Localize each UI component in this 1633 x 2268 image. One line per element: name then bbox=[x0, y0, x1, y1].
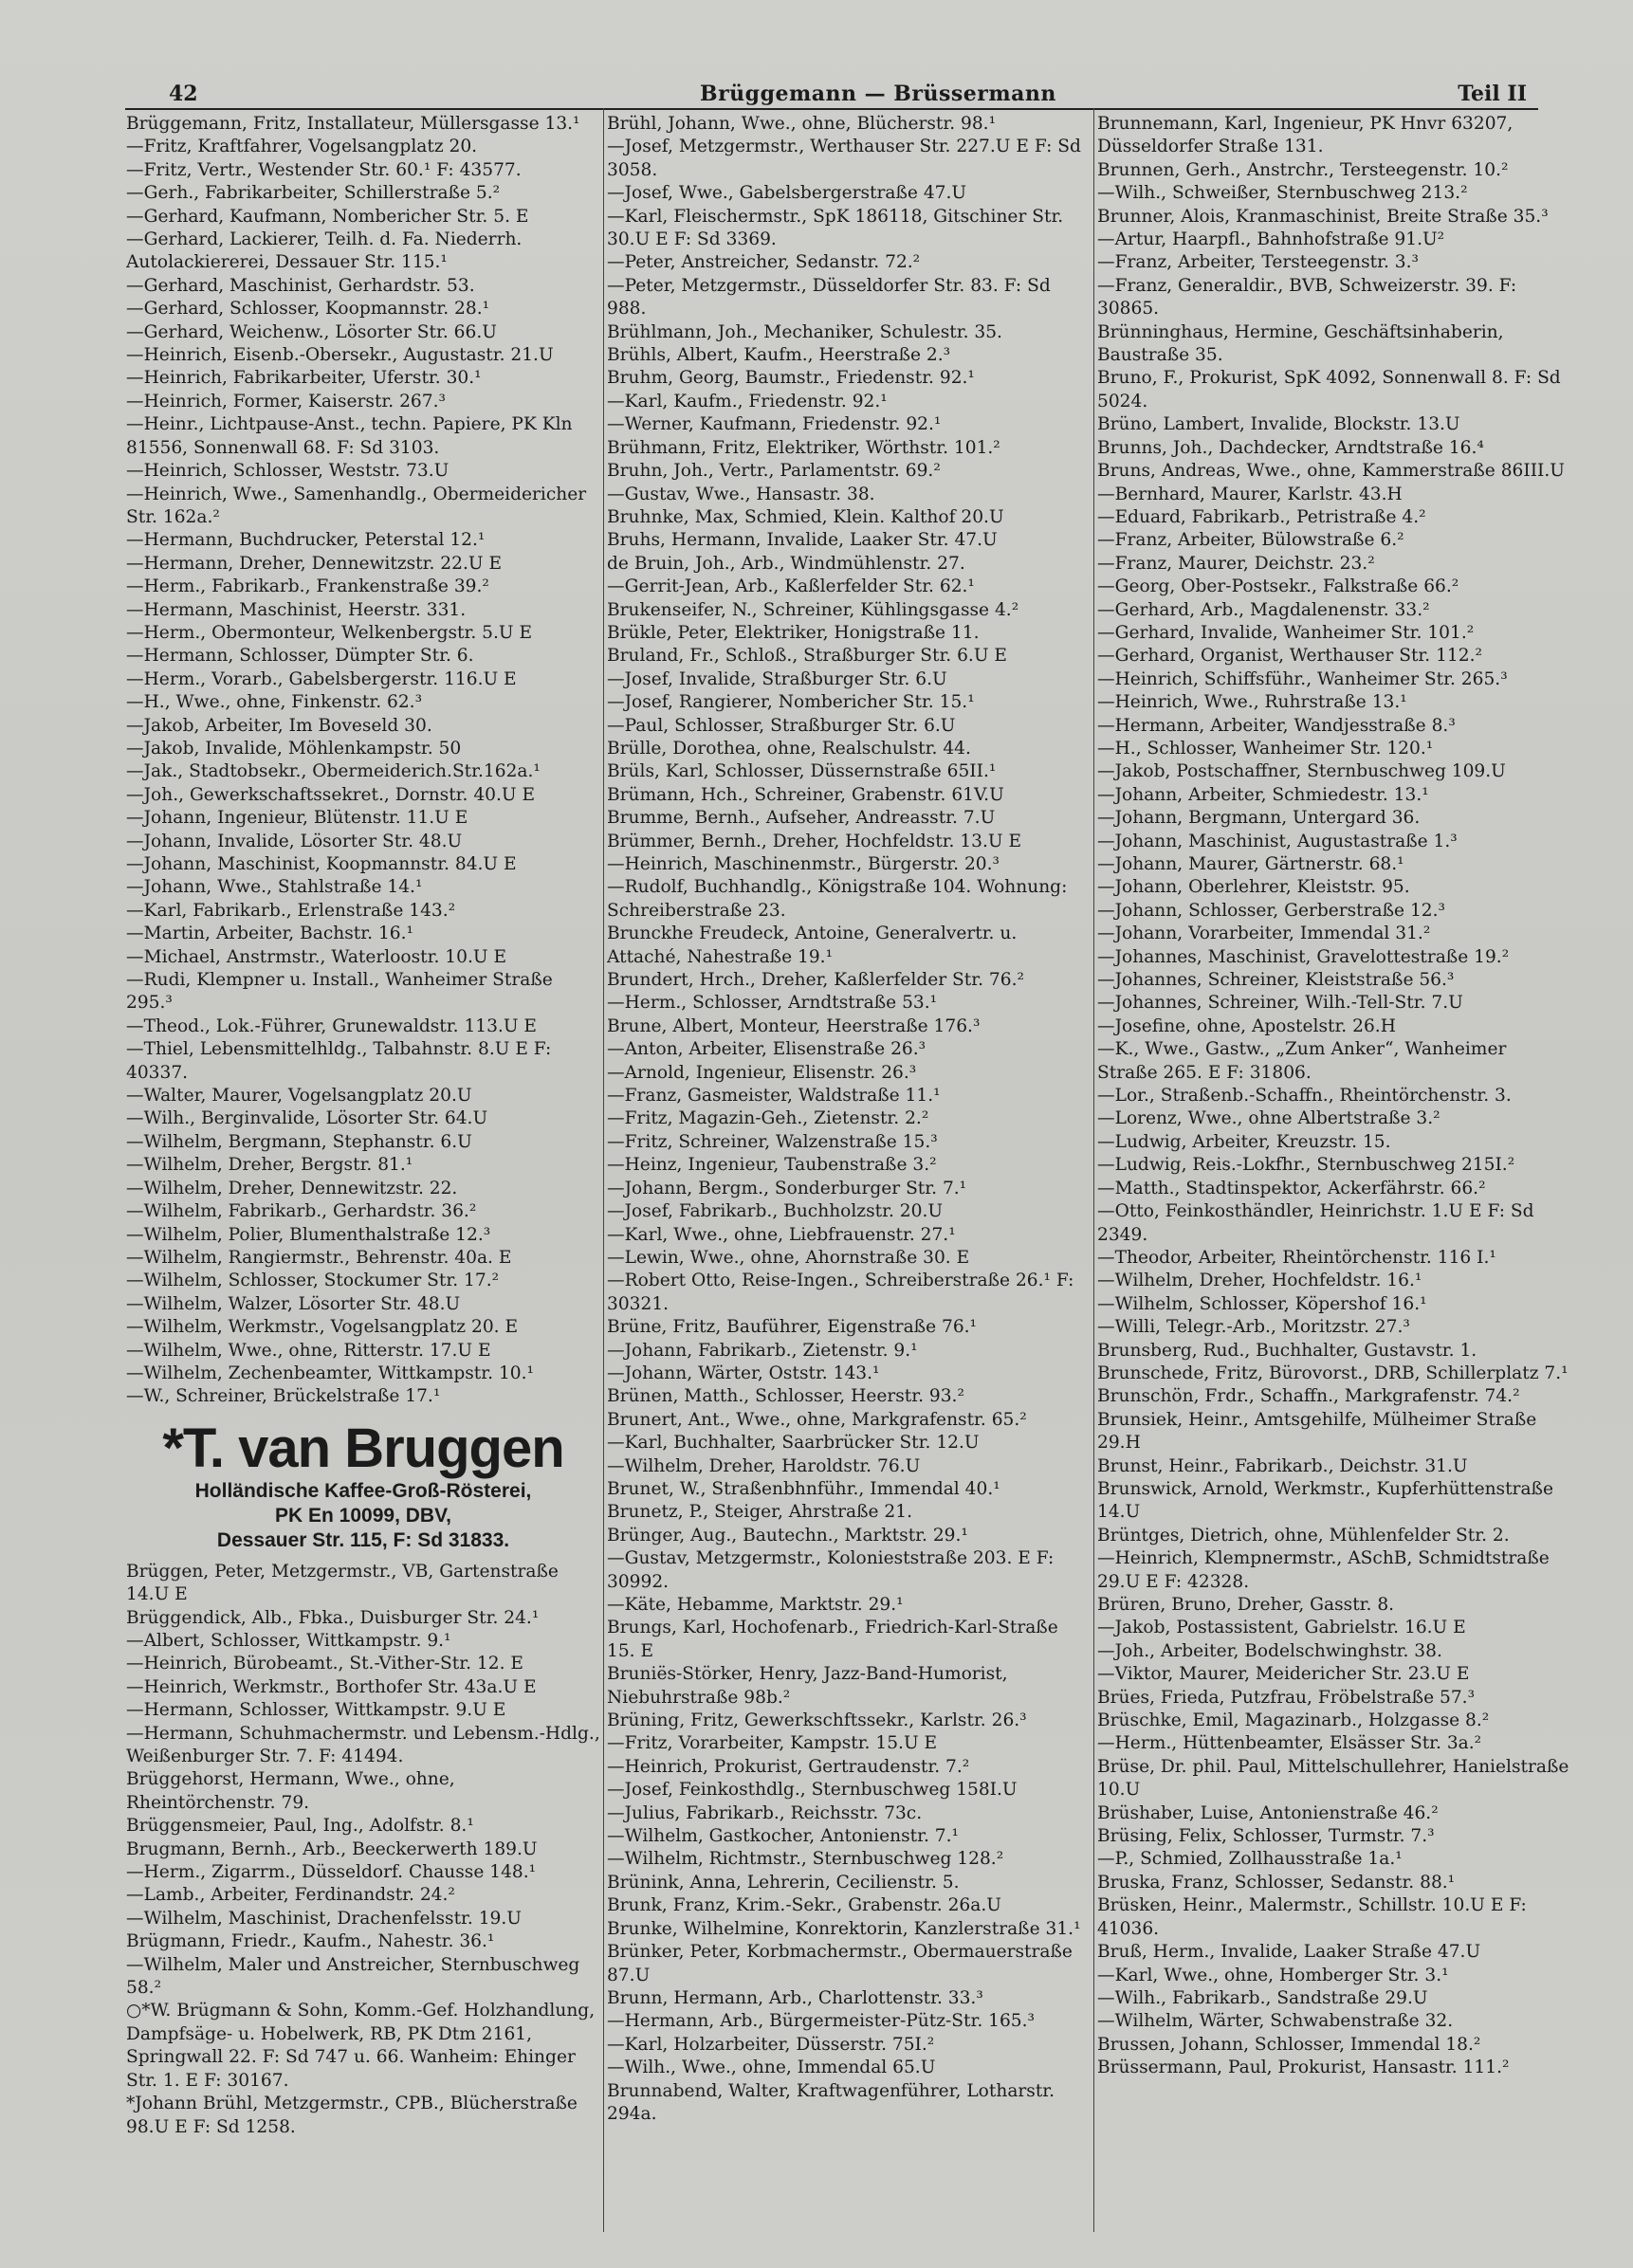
directory-entry: Brünger, Aug., Bautechn., Marktstr. 29.¹ bbox=[607, 1525, 968, 1546]
directory-entry: Bruhm, Georg, Baumstr., Friedenstr. 92.¹ bbox=[607, 368, 975, 389]
directory-entry: —Wilhelm, Schlosser, Stockumer Str. 17.² bbox=[126, 1271, 500, 1291]
directory-entry: —Heinrich, Werkmstr., Borthofer Str. 43a.U E bbox=[126, 1676, 537, 1697]
directory-entry: —Eduard, Fabrikarb., Petristraße 4.² bbox=[1097, 506, 1426, 527]
directory-entry: —Franz, Maurer, Deichstr. 23.² bbox=[1097, 553, 1375, 574]
directory-entry: —Fritz, Kraftfahrer, Vogelsangplatz 20. bbox=[126, 137, 478, 157]
directory-entry: *Johann Brühl, Metzgermstr., CPB., Blücherstraße 98.U E F: Sd 1258. bbox=[126, 2094, 578, 2137]
directory-entry: —Gerrit-Jean, Arb., Kaßlerfelder Str. 62.¹ bbox=[607, 576, 975, 597]
directory-entry: —Karl, Wwe., ohne, Homberger Str. 3.¹ bbox=[1097, 1965, 1449, 1985]
directory-entry: —Josef, Fabrikarb., Buchholzstr. 20.U bbox=[607, 1201, 944, 1222]
directory-entry: Brümann, Hch., Schreiner, Grabenstr. 61V.U bbox=[607, 784, 1004, 805]
directory-entry: —Jakob, Postschaffner, Sternbuschweg 109.U bbox=[1097, 761, 1506, 782]
directory-entry: Brüggehorst, Hermann, Wwe., ohne, Rheintörchenstr. 79. bbox=[126, 1769, 455, 1813]
directory-entry: —Martin, Arbeiter, Bachstr. 16.¹ bbox=[126, 924, 413, 944]
directory-entry: Brühmann, Fritz, Elektriker, Wörthstr. 101.² bbox=[607, 437, 1000, 458]
directory-entry: —Walter, Maurer, Vogelsangplatz 20.U bbox=[126, 1086, 472, 1107]
directory-entry: Bruhnke, Max, Schmied, Klein. Kalthof 20.U bbox=[607, 506, 1004, 527]
directory-entry: —K., Wwe., Gastw., „Zum Anker“, Wanheimer Straße 265. E F: 31806. bbox=[1097, 1039, 1507, 1083]
directory-entry: Brüsing, Felix, Schlosser, Turmstr. 7.³ bbox=[1097, 1826, 1435, 1847]
directory-entry: —Johann, Fabrikarb., Zietenstr. 9.¹ bbox=[607, 1340, 918, 1361]
directory-entry: —Josefine, ohne, Apostelstr. 26.H bbox=[1097, 1015, 1396, 1036]
directory-entry: —Julius, Fabrikarb., Reichsstr. 73c. bbox=[607, 1802, 923, 1823]
directory-entry: —Hermann, Arb., Bürgermeister-Pütz-Str. 165.³ bbox=[607, 2011, 1035, 2032]
directory-entry: —Wilh., Berginvalide, Lösorter Str. 64.U bbox=[126, 1108, 488, 1129]
directory-entry: —Heinrich, Eisenb.-Obersekr., Augustastr. 21.U bbox=[126, 345, 554, 366]
directory-entry: —Rudi, Klempner u. Install., Wanheimer Straße 295.³ bbox=[126, 970, 553, 1014]
directory-entry: —Jakob, Arbeiter, Im Boveseld 30. bbox=[126, 715, 432, 736]
directory-entry: —Jakob, Postassistent, Gabrielstr. 16.U E bbox=[1097, 1618, 1466, 1638]
directory-entry: Brüggemann, Fritz, Installateur, Müllersgasse 13.¹ bbox=[126, 114, 580, 134]
directory-entry: —Robert Otto, Reise-Ingen., Schreiberstraße 26.¹ F: 30321. bbox=[607, 1271, 1074, 1314]
directory-entry: —Heinrich, Fabrikarbeiter, Uferstr. 30.¹ bbox=[126, 368, 482, 389]
directory-entry: Brüsken, Heinr., Malermstr., Schillstr. 10.U E F: 41036. bbox=[1097, 1895, 1527, 1939]
directory-entry: —Fritz, Magazin-Geh., Zietenstr. 2.² bbox=[607, 1108, 929, 1129]
directory-entry: Brukenseifer, N., Schreiner, Kühlingsgasse 4.² bbox=[607, 599, 1019, 620]
directory-entry: —Johann, Maurer, Gärtnerstr. 68.¹ bbox=[1097, 854, 1404, 874]
directory-entry: —Karl, Fabrikarb., Erlenstraße 143.² bbox=[126, 900, 456, 921]
directory-entry: —Rudolf, Buchhandlg., Königstraße 104. Wohnung: Schreiberstraße 23. bbox=[607, 877, 1068, 921]
directory-entry: —Otto, Feinkosthändler, Heinrichstr. 1.U E F: Sd 2349. bbox=[1097, 1201, 1534, 1245]
directory-entry: —Wilhelm, Dreher, Haroldstr. 76.U bbox=[607, 1455, 921, 1476]
directory-entry: —Theod., Lok.-Führer, Grunewaldstr. 113.U E bbox=[126, 1015, 537, 1036]
directory-entry: Brunnen, Gerh., Anstrchr., Tersteegenstr. 10.² bbox=[1097, 159, 1509, 180]
directory-entry: Brüning, Fritz, Gewerkschftssekr., Karlstr. 26.³ bbox=[607, 1710, 1027, 1731]
directory-entry: —Johann, Invalide, Lösorter Str. 48.U bbox=[126, 831, 463, 851]
directory-entry: Bruska, Franz, Schlosser, Sedanstr. 88.¹ bbox=[1097, 1872, 1456, 1893]
directory-entry: —Heinz, Ingenieur, Taubenstraße 3.² bbox=[607, 1155, 937, 1176]
directory-entry: —Franz, Arbeiter, Bülowstraße 6.² bbox=[1097, 530, 1404, 551]
directory-entry: —Fritz, Vorarbeiter, Kampstr. 15.U E bbox=[607, 1733, 938, 1754]
directory-entry: —Viktor, Maurer, Meidericher Str. 23.U E bbox=[1097, 1664, 1470, 1685]
directory-entry: Brühls, Albert, Kaufm., Heerstraße 2.³ bbox=[607, 345, 951, 366]
entries-block-1 bbox=[126, 113, 600, 1409]
directory-entry: —Heinrich, Schiffsführ., Wanheimer Str. 265.³ bbox=[1097, 668, 1508, 689]
directory-entry: —Hermann, Schlosser, Wittkampstr. 9.U E bbox=[126, 1700, 506, 1721]
directory-entry: —H., Wwe., ohne, Finkenstr. 62.³ bbox=[126, 692, 423, 713]
directory-entry: —Peter, Anstreicher, Sedanstr. 72.² bbox=[607, 252, 921, 273]
directory-entry: —Gerhard, Lackierer, Teilh. d. Fa. Niederrh. Autolackiererei, Dessauer Str. 115.¹ bbox=[126, 229, 523, 273]
page-header bbox=[169, 74, 1527, 108]
directory-entry: Bruniës-Störker, Henry, Jazz-Band-Humorist, Niebuhrstraße 98b.² bbox=[607, 1664, 1008, 1708]
directory-entry: Bruhs, Hermann, Invalide, Laaker Str. 47.U bbox=[607, 530, 998, 551]
directory-entry: Brünink, Anna, Lehrerin, Cecilienstr. 5. bbox=[607, 1872, 960, 1893]
directory-entry: —Anton, Arbeiter, Elisenstraße 26.³ bbox=[607, 1039, 927, 1060]
directory-entry: —Johannes, Maschinist, Gravelottestraße 19.² bbox=[1097, 946, 1510, 967]
directory-entry: —Johann, Oberlehrer, Kleiststr. 95. bbox=[1097, 877, 1410, 898]
directory-entry: —Johann, Maschinist, Koopmannstr. 84.U E bbox=[126, 854, 517, 874]
directory-entry: Brüshaber, Luise, Antonienstraße 46.² bbox=[1097, 1802, 1439, 1823]
directory-entry: Brugmann, Bernh., Arb., Beeckerwerth 189.U bbox=[126, 1838, 538, 1859]
directory-entry: —Franz, Generaldir., BVB, Schweizerstr. 39. F: 30865. bbox=[1097, 275, 1517, 320]
directory-entry: —Hermann, Schuhmachermstr. und Lebensm.-Hdlg., Weißenburger Str. 7. F: 41494. bbox=[126, 1723, 600, 1766]
directory-entry: Brüne, Fritz, Bauführer, Eigenstraße 76.¹ bbox=[607, 1317, 978, 1338]
directory-entry: —Wilhelm, Maler und Anstreicher, Sternbuschweg 58.² bbox=[126, 1954, 580, 1999]
directory-entry: —Peter, Metzgermstr., Düsseldorfer Str. 83. F: Sd 988. bbox=[607, 275, 1051, 320]
directory-entry: —Josef, Feinkosthdlg., Sternbuschweg 158I.U bbox=[607, 1780, 1018, 1801]
column-3 bbox=[1097, 113, 1571, 2237]
directory-entry: Bruns, Andreas, Wwe., ohne, Kammerstraße 86III.U bbox=[1097, 461, 1565, 482]
directory-entry: —Hermann, Schlosser, Dümpter Str. 6. bbox=[126, 646, 474, 667]
directory-entry: —Karl, Buchhalter, Saarbrücker Str. 12.U bbox=[607, 1433, 980, 1454]
directory-entry: —Lor., Straßenb.-Schaffn., Rheintörchenstr. 3. bbox=[1097, 1086, 1512, 1107]
directory-entry: Brüno, Lambert, Invalide, Blockstr. 13.U bbox=[1097, 414, 1460, 435]
directory-entry: Brunschede, Fritz, Bürovorst., DRB, Schillerplatz 7.¹ bbox=[1097, 1363, 1569, 1383]
directory-entry: —Lamb., Arbeiter, Ferdinandstr. 24.² bbox=[126, 1885, 455, 1906]
directory-entry: —Wilhelm, Walzer, Lösorter Str. 48.U bbox=[126, 1293, 461, 1314]
directory-entry: Bruland, Fr., Schloß., Straßburger Str. 6.U E bbox=[607, 646, 1007, 667]
directory-entry: Brüschke, Emil, Magazinarb., Holzgasse 8.² bbox=[1097, 1710, 1490, 1731]
directory-entry: —Franz, Gasmeister, Waldstraße 11.¹ bbox=[607, 1086, 941, 1107]
column-divider bbox=[1093, 108, 1094, 2232]
directory-entry: —Jak., Stadtobsekr., Obermeiderich.Str.162a.¹ bbox=[126, 761, 541, 782]
page-title: Brüggemann — Brüssermann bbox=[700, 82, 1056, 106]
directory-entry: Brüggen, Peter, Metzgermstr., VB, Gartenstraße 14.U E bbox=[126, 1561, 559, 1605]
directory-entry: —Artur, Haarpfl., Bahnhofstraße 91.U² bbox=[1097, 229, 1445, 250]
directory-entry: Brunn, Hermann, Arb., Charlottenstr. 33.³ bbox=[607, 1987, 983, 2008]
directory-entry: —Johann, Vorarbeiter, Immendal 31.² bbox=[1097, 924, 1431, 944]
directory-entry: Brunns, Joh., Dachdecker, Arndtstraße 16.⁴ bbox=[1097, 437, 1484, 458]
directory-entry: —Herm., Hüttenbeamter, Elsässer Str. 3a.² bbox=[1097, 1733, 1482, 1754]
ad-brand: *T. van Bruggen bbox=[162, 1417, 564, 1479]
directory-entry: —Wilh., Schweißer, Sternbuschweg 213.² bbox=[1097, 183, 1468, 204]
directory-entry: —Gerhard, Weichenw., Lösorter Str. 66.U bbox=[126, 321, 497, 342]
directory-entry: Brümmer, Bernh., Dreher, Hochfeldstr. 13.U E bbox=[607, 831, 1022, 851]
directory-entry: —Wilhelm, Wärter, Schwabenstraße 32. bbox=[1097, 2011, 1454, 2032]
directory-entry: Brunsiek, Heinr., Amtsgehilfe, Mülheimer Straße 29.H bbox=[1097, 1409, 1537, 1454]
directory-entry: —Jakob, Invalide, Möhlenkampstr. 50 bbox=[126, 738, 462, 759]
directory-entry: Brüggensmeier, Paul, Ing., Adolfstr. 8.¹ bbox=[126, 1816, 474, 1837]
directory-entry: Bruhn, Joh., Vertr., Parlamentstr. 69.² bbox=[607, 461, 941, 482]
directory-entry: —Josef, Invalide, Straßburger Str. 6.U bbox=[607, 668, 947, 689]
directory-entry: —Johann, Ingenieur, Blütenstr. 11.U E bbox=[126, 808, 468, 829]
directory-entry: —Josef, Wwe., Gabelsbergerstraße 47.U bbox=[607, 183, 967, 204]
directory-entry: —Johann, Maschinist, Augustastraße 1.³ bbox=[1097, 831, 1458, 851]
directory-entry: —Johann, Wwe., Stahlstraße 14.¹ bbox=[126, 877, 423, 898]
directory-entry: Brunst, Heinr., Fabrikarb., Deichstr. 31.U bbox=[1097, 1455, 1468, 1476]
directory-entry: —Arnold, Ingenieur, Elisenstr. 26.³ bbox=[607, 1062, 917, 1083]
directory-entry: Brülle, Dorothea, ohne, Realschulstr. 44. bbox=[607, 738, 971, 759]
directory-entry: —Wilhelm, Dreher, Hochfeldstr. 16.¹ bbox=[1097, 1271, 1422, 1291]
directory-entry: Brünen, Matth., Schlosser, Heerstr. 93.² bbox=[607, 1386, 964, 1407]
directory-entry: Brundert, Hrch., Dreher, Kaßlerfelder Str. 76.² bbox=[607, 970, 1024, 991]
directory-entry: Brunk, Franz, Krim.-Sekr., Grabenstr. 26a.U bbox=[607, 1895, 1001, 1916]
directory-entry: Brunnemann, Karl, Ingenieur, PK Hnvr 63207, Düsseldorfer Straße 131. bbox=[1097, 114, 1514, 157]
directory-entry: Brüssermann, Paul, Prokurist, Hansastr. 111.² bbox=[1097, 2058, 1510, 2078]
directory-entry: —Heinr., Lichtpause-Anst., techn. Papiere, PK Kln 81556, Sonnenwall 68. F: Sd 3103. bbox=[126, 414, 573, 458]
directory-entry: —Wilhelm, Schlosser, Köpershof 16.¹ bbox=[1097, 1293, 1427, 1314]
directory-entry: —Hermann, Maschinist, Heerstr. 331. bbox=[126, 599, 467, 620]
directory-entry: —Wilhelm, Wwe., ohne, Ritterstr. 17.U E bbox=[126, 1340, 491, 1361]
directory-entry: Brunckhe Freudeck, Antoine, Generalvertr. u. Attaché, Nahestraße 19.¹ bbox=[607, 924, 1018, 967]
directory-entry: —Wilhelm, Rangiermstr., Behrenstr. 40a. E bbox=[126, 1247, 512, 1268]
directory-entry: —Wilhelm, Werkmstr., Vogelsangplatz 20. E bbox=[126, 1317, 519, 1338]
directory-entry: Brünker, Peter, Korbmachermstr., Obermauerstraße 87.U bbox=[607, 1942, 1073, 1985]
directory-entry: —Gerhard, Organist, Werthauser Str. 112.² bbox=[1097, 646, 1482, 667]
directory-entry: —P., Schmied, Zollhausstraße 1a.¹ bbox=[1097, 1849, 1403, 1870]
directory-entry: —Ludwig, Reis.-Lokfhr., Sternbuschweg 215I.² bbox=[1097, 1155, 1515, 1176]
directory-entry: —Matth., Stadtinspektor, Ackerfährstr. 66.² bbox=[1097, 1178, 1486, 1198]
directory-entry: de Bruin, Joh., Arb., Windmühlenstr. 27. bbox=[607, 553, 965, 574]
directory-entry: Brunert, Ant., Wwe., ohne, Markgrafenstr. 65.² bbox=[607, 1409, 1027, 1430]
directory-entry: —Michael, Anstrmstr., Waterloostr. 10.U E bbox=[126, 946, 507, 967]
directory-entry: —Heinrich, Bürobeamt., St.-Vither-Str. 12. E bbox=[126, 1654, 523, 1674]
directory-entry: Brunet, W., Straßenbhnführ., Immendal 40.¹ bbox=[607, 1478, 1000, 1499]
header-rule bbox=[125, 108, 1538, 110]
directory-entry: —Heinrich, Wwe., Samenhandlg., Obermeidericher Str. 162a.² bbox=[126, 484, 587, 527]
directory-entry: Brüse, Dr. phil. Paul, Mittelschullehrer, Hanielstraße 10.U bbox=[1097, 1756, 1569, 1801]
directory-entry: —Johannes, Schreiner, Kleiststraße 56.³ bbox=[1097, 970, 1455, 991]
directory-entry: Brünninghaus, Hermine, Geschäftsinhaberin, Baustraße 35. bbox=[1097, 321, 1504, 366]
directory-entry: —Herm., Schlosser, Arndtstraße 53.¹ bbox=[607, 993, 938, 1014]
directory-entry: —Hermann, Arbeiter, Wandjesstraße 8.³ bbox=[1097, 715, 1456, 736]
directory-entry: —Karl, Holzarbeiter, Düsserstr. 75I.² bbox=[607, 2034, 935, 2055]
directory-entry: Brunsberg, Rud., Buchhalter, Gustavstr. 1. bbox=[1097, 1340, 1477, 1361]
directory-entry: —Karl, Kaufm., Friedenstr. 92.¹ bbox=[607, 391, 888, 412]
directory-entry: —Johann, Schlosser, Gerberstraße 12.³ bbox=[1097, 900, 1445, 921]
directory-entry: —Johannes, Schreiner, Wilh.-Tell-Str. 7.U bbox=[1097, 993, 1463, 1014]
directory-entry: ○*W. Brügmann & Sohn, Komm.-Gef. Holzhandlung, Dampfsäge- u. Hobelwerk, RB, PK Dtm 2161, Springwall 22. F: Sd 747 u. 66. Wanheim: Ehinger Str. 1. E F: 30167. bbox=[126, 2001, 596, 2091]
directory-entry: —Lewin, Wwe., ohne, Ahornstraße 30. E bbox=[607, 1247, 970, 1268]
directory-entry: —Hermann, Dreher, Dennewitzstr. 22.U E bbox=[126, 553, 503, 574]
directory-entry: —Herm., Zigarrm., Düsseldorf. Chausse 148.¹ bbox=[126, 1862, 537, 1883]
directory-entry: —Gerh., Fabrikarbeiter, Schillerstraße 5.² bbox=[126, 183, 501, 204]
directory-entry: Brüls, Karl, Schlosser, Düssernstraße 65II.¹ bbox=[607, 761, 997, 782]
directory-entry: —Heinrich, Prokurist, Gertraudenstr. 7.² bbox=[607, 1756, 970, 1777]
directory-entry: —W., Schreiner, Brückelstraße 17.¹ bbox=[126, 1386, 441, 1407]
directory-entry: —Josef, Rangierer, Nombericher Str. 15.¹ bbox=[607, 692, 975, 713]
directory-entry: Brunetz, P., Steiger, Ahrstraße 21. bbox=[607, 1502, 912, 1523]
directory-entry: Brune, Albert, Monteur, Heerstraße 176.³ bbox=[607, 1015, 981, 1036]
directory-entry: —Ludwig, Arbeiter, Kreuzstr. 15. bbox=[1097, 1131, 1391, 1152]
directory-entry: —Heinrich, Wwe., Ruhrstraße 13.¹ bbox=[1097, 692, 1407, 713]
entries-block-2 bbox=[126, 1561, 600, 2139]
directory-entry: —Heinrich, Klempnermstr., ASchB, Schmidtstraße 29.U E F: 42328. bbox=[1097, 1548, 1550, 1592]
directory-entry: Brühl, Johann, Wwe., ohne, Blücherstr. 98.¹ bbox=[607, 114, 997, 134]
directory-entry: —Herm., Obermonteur, Welkenbergstr. 5.U E bbox=[126, 622, 533, 643]
directory-entry: —Wilhelm, Polier, Blumenthalstraße 12.³ bbox=[126, 1224, 491, 1245]
directory-entry: Brüren, Bruno, Dreher, Gasstr. 8. bbox=[1097, 1595, 1395, 1615]
directory-entry: —Wilhelm, Zechenbeamter, Wittkampstr. 10.¹ bbox=[126, 1363, 534, 1383]
directory-entry: —Gustav, Wwe., Hansastr. 38. bbox=[607, 484, 875, 504]
directory-entry: —Wilhelm, Maschinist, Drachenfelsstr. 19.U bbox=[126, 1908, 522, 1929]
directory-entry: —Heinrich, Maschinenmstr., Bürgerstr. 20.³ bbox=[607, 854, 1000, 874]
directory-entry: —Paul, Schlosser, Straßburger Str. 6.U bbox=[607, 715, 956, 736]
page-number: 42 bbox=[169, 82, 198, 106]
part-label: Teil II bbox=[1458, 82, 1527, 106]
directory-entry: —Willi, Telegr.-Arb., Moritzstr. 27.³ bbox=[1097, 1317, 1410, 1338]
ad-line: Dessauer Str. 115, F: Sd 31833. bbox=[216, 1528, 510, 1551]
directory-entry: —Wilhelm, Richtmstr., Sternbuschweg 128.² bbox=[607, 1849, 1004, 1870]
ad-line: Holländische Kaffee-Groß-Rösterei, bbox=[194, 1479, 532, 1502]
directory-entry: —Johann, Wärter, Oststr. 143.¹ bbox=[607, 1363, 880, 1383]
directory-entry: —Wilhelm, Dreher, Dennewitzstr. 22. bbox=[126, 1178, 458, 1198]
directory-entry: —Heinrich, Former, Kaiserstr. 267.³ bbox=[126, 391, 446, 412]
directory-entry: —Wilhelm, Gastkocher, Antonienstr. 7.¹ bbox=[607, 1826, 959, 1847]
directory-entry: —Gerhard, Maschinist, Gerhardstr. 53. bbox=[126, 275, 475, 296]
directory-entry: —Thiel, Lebensmittelhldg., Talbahnstr. 8.U E F: 40337. bbox=[126, 1039, 552, 1083]
advertisement bbox=[126, 1418, 600, 1553]
directory-entry: —Georg, Ober-Postsekr., Falkstraße 66.² bbox=[1097, 576, 1459, 597]
directory-entry: —Theodor, Arbeiter, Rheintörchenstr. 116 I.¹ bbox=[1097, 1247, 1496, 1268]
directory-entry: Brumme, Bernh., Aufseher, Andreasstr. 7.U bbox=[607, 808, 996, 829]
directory-entry: —Fritz, Schreiner, Walzenstraße 15.³ bbox=[607, 1131, 938, 1152]
directory-entry: —Gerhard, Schlosser, Koopmannstr. 28.¹ bbox=[126, 299, 490, 320]
directory-entry: Brües, Frieda, Putzfrau, Fröbelstraße 57.³ bbox=[1097, 1687, 1476, 1708]
directory-entry: —Wilhelm, Bergmann, Stephanstr. 6.U bbox=[126, 1131, 472, 1152]
directory-entry: Brügmann, Friedr., Kaufm., Nahestr. 36.¹ bbox=[126, 1931, 495, 1952]
directory-entry: —H., Schlosser, Wanheimer Str. 120.¹ bbox=[1097, 738, 1434, 759]
directory-entry: —Heinrich, Schlosser, Weststr. 73.U bbox=[126, 461, 450, 482]
directory-entry: Brunschön, Frdr., Schaffn., Markgrafenstr. 74.² bbox=[1097, 1386, 1520, 1407]
directory-entry: Brunnabend, Walter, Kraftwagenführer, Lotharstr. 294a. bbox=[607, 2080, 1055, 2124]
directory-entry: —Josef, Metzgermstr., Werthauser Str. 227.U E F: Sd 3058. bbox=[607, 137, 1081, 180]
ad-line: PK En 10099, DBV, bbox=[275, 1504, 451, 1527]
directory-entry: —Wilh., Wwe., ohne, Immendal 65.U bbox=[607, 2058, 936, 2078]
directory-entry: Brussen, Johann, Schlosser, Immendal 18.² bbox=[1097, 2034, 1481, 2055]
directory-entry: —Johann, Bergm., Sonderburger Str. 7.¹ bbox=[607, 1178, 967, 1198]
directory-entry: Brüggendick, Alb., Fbka., Duisburger Str. 24.¹ bbox=[126, 1607, 540, 1628]
directory-entry: —Bernhard, Maurer, Karlstr. 43.H bbox=[1097, 484, 1403, 504]
directory-entry: —Albert, Schlosser, Wittkampstr. 9.¹ bbox=[126, 1630, 451, 1651]
directory-entry: —Wilh., Fabrikarb., Sandstraße 29.U bbox=[1097, 1987, 1428, 2008]
directory-entry: —Gerhard, Invalide, Wanheimer Str. 101.² bbox=[1097, 622, 1475, 643]
directory-entry: Brunswick, Arnold, Werkmstr., Kupferhüttenstraße 14.U bbox=[1097, 1478, 1553, 1523]
directory-entry: —Wilhelm, Fabrikarb., Gerhardstr. 36.² bbox=[126, 1201, 477, 1222]
directory-entry: —Lorenz, Wwe., ohne Albertstraße 3.² bbox=[1097, 1108, 1440, 1129]
directory-entry: —Johann, Arbeiter, Schmiedestr. 13.¹ bbox=[1097, 784, 1429, 805]
directory-entry: —Joh., Arbeiter, Bodelschwinghstr. 38. bbox=[1097, 1640, 1442, 1661]
directory-entry: —Karl, Fleischermstr., SpK 186118, Gitschiner Str. 30.U E F: Sd 3369. bbox=[607, 206, 1064, 250]
directory-entry: —Gerhard, Kaufmann, Nombericher Str. 5. E bbox=[126, 206, 529, 227]
directory-entry: Brükle, Peter, Elektriker, Honigstraße 11. bbox=[607, 622, 980, 643]
directory-entry: —Käte, Hebamme, Marktstr. 29.¹ bbox=[607, 1595, 904, 1615]
directory-entry: Brüntges, Dietrich, ohne, Mühlenfelder Str. 2. bbox=[1097, 1525, 1510, 1546]
directory-entry: —Hermann, Buchdrucker, Peterstal 12.¹ bbox=[126, 530, 486, 551]
directory-entry: —Wilhelm, Dreher, Bergstr. 81.¹ bbox=[126, 1155, 413, 1176]
directory-entry: Bruno, F., Prokurist, SpK 4092, Sonnenwall 8. F: Sd 5024. bbox=[1097, 368, 1561, 412]
directory-entry: —Johann, Bergmann, Untergard 36. bbox=[1097, 808, 1421, 829]
column-divider bbox=[603, 108, 604, 2232]
directory-entry: —Fritz, Vertr., Westender Str. 60.¹ F: 43577. bbox=[126, 159, 522, 180]
directory-entry: Brühlmann, Joh., Mechaniker, Schulestr. 35. bbox=[607, 321, 1002, 342]
directory-entry: Brunner, Alois, Kranmaschinist, Breite Straße 35.³ bbox=[1097, 206, 1549, 227]
directory-entry: Bruß, Herm., Invalide, Laaker Straße 47.U bbox=[1097, 1942, 1481, 1963]
directory-entry: Brunke, Wilhelmine, Konrektorin, Kanzlerstraße 31.¹ bbox=[607, 1918, 1081, 1939]
directory-entry: —Joh., Gewerkschaftssekret., Dornstr. 40.U E bbox=[126, 784, 536, 805]
directory-entry: —Gerhard, Arb., Magdalenenstr. 33.² bbox=[1097, 599, 1430, 620]
column-2 bbox=[607, 113, 1081, 2237]
directory-entry: —Franz, Arbeiter, Tersteegenstr. 3.³ bbox=[1097, 252, 1419, 273]
column-1 bbox=[126, 113, 600, 2237]
directory-entry: —Karl, Wwe., ohne, Liebfrauenstr. 27.¹ bbox=[607, 1224, 956, 1245]
directory-entry: —Herm., Fabrikarb., Frankenstraße 39.² bbox=[126, 576, 489, 597]
directory-entry: Brungs, Karl, Hochofenarb., Friedrich-Karl-Straße 15. E bbox=[607, 1618, 1058, 1661]
directory-entry: —Werner, Kaufmann, Friedenstr. 92.¹ bbox=[607, 414, 942, 435]
directory-entry: —Herm., Vorarb., Gabelsbergerstr. 116.U E bbox=[126, 668, 517, 689]
directory-entry: —Gustav, Metzgermstr., Kolonieststraße 203. E F: 30992. bbox=[607, 1548, 1055, 1592]
